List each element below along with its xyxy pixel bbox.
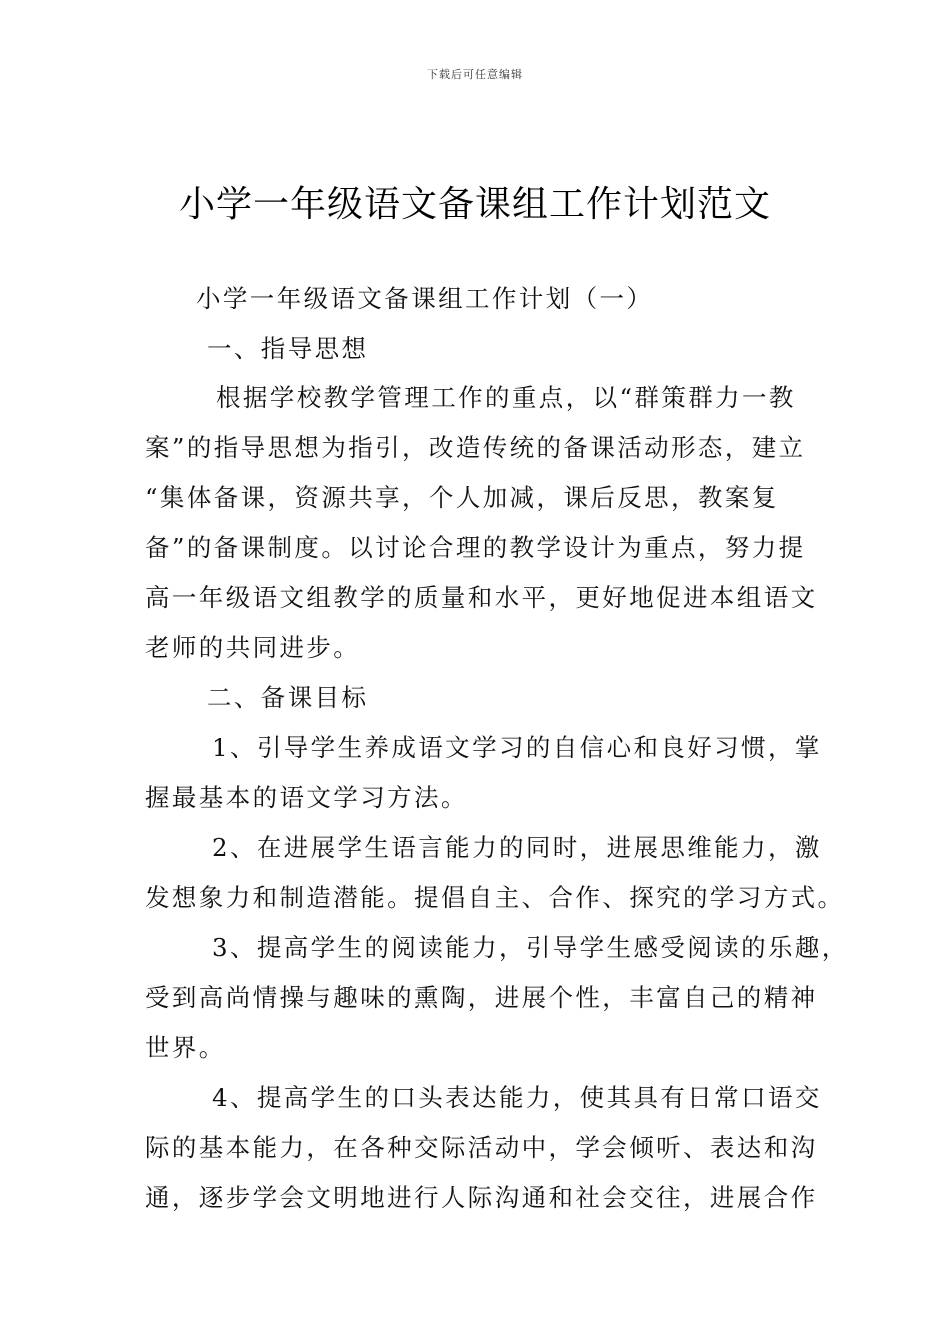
goal-item-2-line: 发想象力和制造潜能。提倡自主、合作、探究的学习方式。 <box>145 883 845 912</box>
paragraph-line: 备”的备课制度。以讨论合理的教学设计为重点，努力提 <box>145 533 806 562</box>
section-heading-lesson-goals: 二、备课目标 <box>207 683 369 712</box>
plan-subtitle: 小学一年级语文备课组工作计划（一） <box>196 284 654 313</box>
goal-item-1-line: 1、引导学生养成语文学习的自信心和良好习惯，掌 <box>212 733 822 762</box>
page-header-note: 下载后可任意编辑 <box>427 68 523 81</box>
paragraph-line: “集体备课，资源共享，个人加减，课后反思，教案复 <box>145 483 779 512</box>
goal-item-1-line: 握最基本的语文学习方法。 <box>145 783 468 812</box>
goal-item-3-line: 3、提高学生的阅读能力，引导学生感受阅读的乐趣， <box>212 933 849 962</box>
paragraph-line: 高一年级语文组教学的质量和水平，更好地促进本组语文 <box>145 583 818 612</box>
paragraph-line: 根据学校教学管理工作的重点，以“群策群力一教 <box>216 383 796 412</box>
section-heading-guiding-ideology: 一、指导思想 <box>207 334 369 363</box>
document-title: 小学一年级语文备课组工作计划范文 <box>178 184 771 225</box>
goal-item-4-line: 4、提高学生的口头表达能力，使其具有日常口语交 <box>212 1083 822 1112</box>
paragraph-line: 老师的共同进步。 <box>145 633 361 662</box>
goal-item-2-line: 2、在进展学生语言能力的同时，进展思维能力，激 <box>212 833 822 862</box>
goal-item-4-line: 际的基本能力，在各种交际活动中，学会倾听、表达和沟 <box>145 1133 818 1162</box>
goal-item-4-line: 通，逐步学会文明地进行人际沟通和社会交往，进展合作 <box>145 1183 818 1212</box>
goal-item-3-line: 世界。 <box>145 1033 226 1062</box>
goal-item-3-line: 受到高尚情操与趣味的熏陶，进展个性，丰富自己的精神 <box>145 983 818 1012</box>
paragraph-line: 案”的指导思想为指引，改造传统的备课活动形态，建立 <box>145 433 806 462</box>
